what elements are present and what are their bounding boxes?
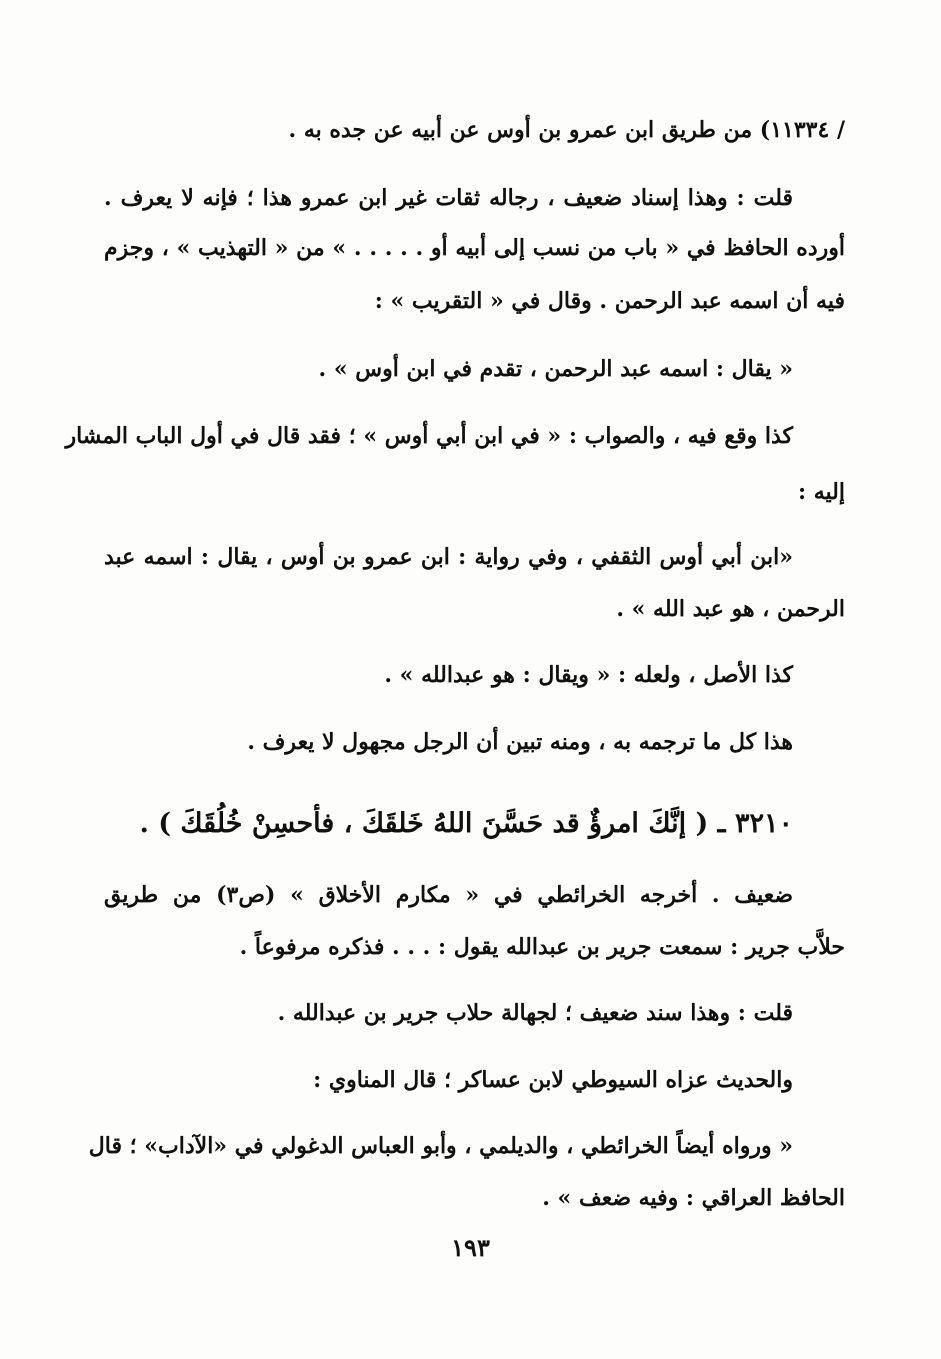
quote-line: « ورواه أيضاً الخرائطي ، والديلمي ، وأبو العباس الدغولي في «الآداب» ؛ قال bbox=[88, 1133, 793, 1159]
text-line: هذا كل ما ترجمه به ، ومنه تبين أن الرجل مجهول لا يعرف . bbox=[247, 729, 793, 755]
text-line: أورده الحافظ في « باب من نسب إلى أبيه أو . . . . . » من « التهذيب » ، وجزم bbox=[104, 235, 845, 261]
text-line: / ١١٣٣٤) من طريق ابن عمرو بن أوس عن أبيه عن جده به . bbox=[288, 117, 845, 143]
hadith-heading: ٣٢١٠ ـ ( إنَّكَ امرؤٌ قد حَسَّنَ اللهُ خَلقَكَ ، فأحسِنْ خُلُقَكَ ) . bbox=[139, 808, 793, 839]
quote-line: الحافظ العراقي : وفيه ضعف » . bbox=[542, 1185, 845, 1211]
quote-line: «ابن أبي أوس الثقفي ، وفي رواية : ابن عمرو بن أوس ، يقال : اسمه عبد bbox=[104, 544, 793, 570]
text-line: ضعيف . أخرجه الخرائطي في « مكارم الأخلاق » (ص٣) من طريق bbox=[104, 882, 794, 908]
text-line: فيه أن اسمه عبد الرحمن . وقال في « التقريب » : bbox=[374, 288, 845, 314]
text-line: قلت : وهذا سند ضعيف ؛ لجهالة حلاب جرير بن عبدالله . bbox=[277, 1000, 793, 1026]
text-line: كذا وقع فيه ، والصواب : « في ابن أبي أوس » ؛ فقد قال في أول الباب المشار bbox=[65, 423, 793, 449]
quote-line: « يقال : اسمه عبد الرحمن ، تقدم في ابن أوس » . bbox=[318, 356, 793, 382]
text-line: كذا الأصل ، ولعله : « ويقال : هو عبدالله » . bbox=[384, 662, 793, 688]
text-line: حلاَّب جرير : سمعت جرير بن عبدالله يقول : . . . فذكره مرفوعاً . bbox=[239, 934, 845, 960]
text-line: والحديث عزاه السيوطي لابن عساكر ؛ قال المناوي : bbox=[313, 1067, 793, 1093]
quote-line: الرحمن ، هو عبد الله » . bbox=[616, 596, 845, 622]
text-line: قلت : وهذا إسناد ضعيف ، رجاله ثقات غير ابن عمرو هذا ؛ فإنه لا يعرف . bbox=[104, 185, 793, 211]
text-line: إليه : bbox=[797, 479, 845, 505]
page-number: ١٩٣ bbox=[451, 1233, 490, 1262]
